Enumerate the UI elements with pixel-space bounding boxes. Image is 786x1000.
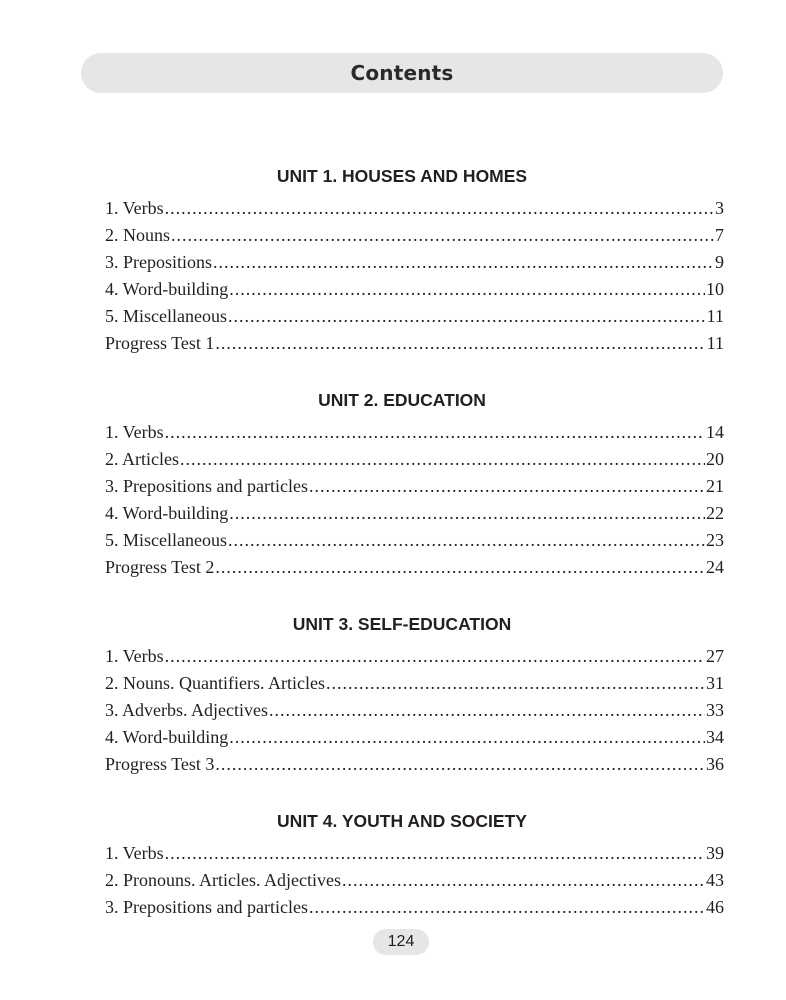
- dot-leader: [165, 419, 705, 445]
- dot-leader: [229, 500, 705, 526]
- toc-entry-label: 1. Verbs: [105, 422, 164, 442]
- toc-entry-page: 7: [715, 225, 724, 245]
- toc-entry-page: 36: [706, 754, 724, 774]
- toc-entry-label: 4. Word-building: [105, 279, 229, 299]
- toc-entry-label: 2. Pronouns. Articles. Adjectives: [105, 870, 341, 890]
- dot-leader: [215, 330, 705, 356]
- dot-leader: [171, 222, 714, 248]
- toc-entry-page: 31: [706, 673, 724, 693]
- unit-heading: UNIT 3. SELF-EDUCATION: [292, 614, 512, 634]
- toc-entry[interactable]: [105, 276, 724, 302]
- toc-entry-page: 24: [706, 557, 724, 577]
- toc-entry-page: 11: [706, 306, 724, 326]
- page-number: 124: [373, 929, 429, 955]
- unit-heading: UNIT 4. YOUTH AND SOCIETY: [277, 811, 527, 831]
- dot-leader: [213, 249, 714, 275]
- toc-entry-page: 43: [706, 870, 724, 890]
- toc-entry-page: 21: [706, 476, 724, 496]
- toc-entry-label: 3. Adverbs. Adjectives: [105, 700, 268, 720]
- toc-entry-page: 10: [706, 279, 724, 299]
- toc-entry-label: Progress Test 1: [105, 333, 215, 353]
- toc-entry-page: 33: [706, 700, 724, 720]
- toc-entry[interactable]: [105, 195, 724, 221]
- unit-heading: UNIT 2. EDUCATION: [318, 390, 486, 410]
- page-title: Contents: [350, 61, 454, 85]
- toc-entry[interactable]: [105, 894, 724, 920]
- dot-leader: [269, 697, 705, 723]
- dot-leader: [309, 894, 705, 920]
- dot-leader: [165, 643, 705, 669]
- toc-entry-label: 4. Word-building: [105, 727, 229, 747]
- toc-entry[interactable]: [105, 330, 724, 356]
- toc-entry-label: 5. Miscellaneous: [105, 530, 227, 550]
- toc-entry[interactable]: [105, 222, 724, 248]
- toc-entry-label: 1. Verbs: [105, 198, 164, 218]
- toc-entry-label: 3. Prepositions: [105, 252, 213, 272]
- toc-entry[interactable]: [105, 419, 724, 445]
- dot-leader: [228, 303, 706, 329]
- toc-entry-page: 14: [706, 422, 724, 442]
- toc-entry-label: 1. Verbs: [105, 646, 164, 666]
- toc-entry-label: 5. Miscellaneous: [105, 306, 227, 326]
- toc-entry[interactable]: [105, 643, 724, 669]
- toc-entry[interactable]: [105, 249, 724, 275]
- toc-entry-page: 9: [715, 252, 724, 272]
- toc-entry-page: 23: [706, 530, 724, 550]
- toc-entry[interactable]: [105, 500, 724, 526]
- toc-entry[interactable]: [105, 446, 724, 472]
- unit-heading: UNIT 1. HOUSES AND HOMES: [276, 166, 528, 186]
- toc-entry[interactable]: [105, 473, 724, 499]
- toc-entry-page: 22: [706, 503, 724, 523]
- dot-leader: [309, 473, 705, 499]
- dot-leader: [228, 527, 705, 553]
- toc-entry-label: 1. Verbs: [105, 843, 164, 863]
- toc-entry[interactable]: [105, 303, 724, 329]
- toc-entry-label: Progress Test 2: [105, 557, 215, 577]
- toc-entry[interactable]: [105, 724, 724, 750]
- toc-entry-page: 39: [706, 843, 724, 863]
- toc-entry[interactable]: [105, 554, 724, 580]
- toc-entry-label: 2. Articles: [105, 449, 179, 469]
- toc-entry-label: 4. Word-building: [105, 503, 229, 523]
- toc-entry[interactable]: [105, 840, 724, 866]
- toc-entry-page: 3: [715, 198, 724, 218]
- toc-entry-label: 2. Nouns: [105, 225, 171, 245]
- toc-entry-page: 11: [706, 333, 724, 353]
- dot-leader: [342, 867, 705, 893]
- toc-entry-label: 2. Nouns. Quantifiers. Articles: [105, 673, 325, 693]
- toc-entry-page: 46: [706, 897, 724, 917]
- toc-entry-label: 3. Prepositions and particles: [105, 476, 308, 496]
- toc-entry[interactable]: [105, 670, 724, 696]
- toc-entry-page: 27: [706, 646, 724, 666]
- dot-leader: [165, 840, 705, 866]
- dot-leader: [229, 724, 705, 750]
- dot-leader: [215, 554, 705, 580]
- toc-entry-label: Progress Test 3: [105, 754, 215, 774]
- toc-entry-page: 20: [706, 449, 724, 469]
- toc-entry[interactable]: [105, 697, 724, 723]
- dot-leader: [165, 195, 714, 221]
- dot-leader: [326, 670, 705, 696]
- dot-leader: [215, 751, 705, 777]
- toc-entry-page: 34: [706, 727, 724, 747]
- contents-header-bar: [81, 53, 723, 93]
- toc-entry[interactable]: [105, 527, 724, 553]
- toc-entry-label: 3. Prepositions and particles: [105, 897, 308, 917]
- dot-leader: [180, 446, 705, 472]
- dot-leader: [229, 276, 705, 302]
- toc-entry[interactable]: [105, 867, 724, 893]
- toc-entry[interactable]: [105, 751, 724, 777]
